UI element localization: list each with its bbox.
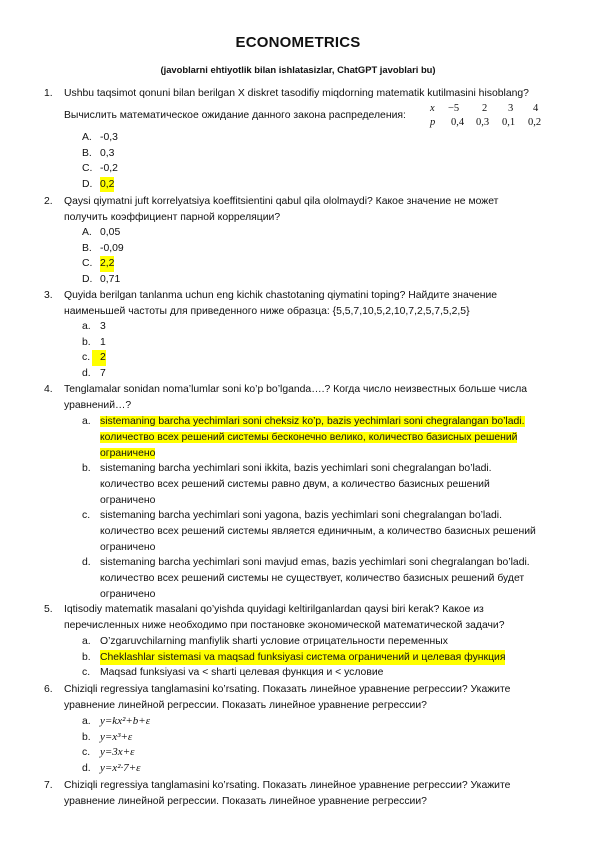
- question-number: 1.: [44, 88, 53, 99]
- highlighted-answer: 2: [92, 350, 106, 366]
- highlighted-answer: 2,2: [100, 256, 114, 272]
- question-number: 2.: [44, 196, 53, 207]
- question-text-uz: Iqtisodiy matematik masalani qo’yishda quyidagi keltirilganlardan qaysi biri kerak? Какое из: [64, 604, 484, 615]
- answer-option[interactable]: a. O’zgaruvchilarning manfiylik sharti условие отрицательности переменных: [82, 636, 448, 647]
- formula: y=x²·7+ε: [100, 761, 141, 774]
- answer-options: [82, 634, 562, 681]
- answer-option[interactable]: d. y=x²·7+ε: [82, 761, 562, 777]
- question-text-ru: наименьшей частоты для приведенного ниже образца: {5,5,7,10,5,2,10,7,2,5,7,5,2,5}: [64, 305, 470, 317]
- answer-option[interactable]: C. -0,2: [82, 163, 118, 175]
- answer-option[interactable]: a. y=kx²+b+ε: [82, 714, 562, 730]
- question-text-ru: уравнение линейной регрессии. Показать линейное уравнение регрессии?: [64, 699, 427, 711]
- question-text-ru: Вычислить математическое ожидание данного закона распределения:: [64, 109, 406, 121]
- answer-option-correct[interactable]: D. 0,2: [82, 177, 562, 193]
- answer-options: [82, 714, 562, 776]
- page-title: ECONOMETRICS: [235, 34, 361, 51]
- dist-p-value: 0,1: [502, 117, 516, 128]
- highlighted-answer: 0,2: [100, 177, 114, 193]
- question-text-uz: Ushbu taqsimot qonuni bilan berilgan X diskret tasodifiy miqdorning matematik kutilmasini hisoblang?: [64, 88, 529, 99]
- question-text-uz: Tenglamalar sonidan noma’lumlar soni ko’p bo’lganda….? Когда число неизвестных больше числа: [64, 384, 528, 395]
- question-text-uz: Qaysi qiymatni juft korrelyatsiya koeffitsientini qabul qila ololmaydi? Какое значение не может: [64, 196, 499, 207]
- dist-x-value: 3: [508, 103, 514, 114]
- question-text-ru: уравнений…?: [64, 399, 132, 411]
- question-text-ru: получить коэффициент парной корреляции?: [64, 211, 281, 223]
- answer-option[interactable]: c. sistemaning barcha yechimlari soni yagona, bazis yechimlari soni chegralangan bo’ladi. количество всех решений системы является единичным, а количество базисных решений ограничено: [82, 510, 536, 553]
- dist-p-value: 0,4: [451, 117, 465, 128]
- answer-option[interactable]: b. y=x³+ε: [82, 730, 562, 746]
- question-text-ru: перечисленных ниже необходимо при постановке экономической математической задачи?: [64, 619, 505, 631]
- question-7: [44, 778, 574, 809]
- question-number: 7.: [44, 780, 53, 791]
- answer-options: [82, 414, 562, 602]
- dist-p-label: p: [430, 117, 436, 128]
- question-number: 4.: [44, 384, 53, 395]
- answer-option[interactable]: d. 7: [82, 367, 106, 379]
- dist-x-value: −5: [448, 103, 460, 114]
- answer-option-correct[interactable]: a. sistemaning barcha yechimlari soni cheksiz ko’p, bazis yechimlari soni chegralangan bo’ladi. количество всех решений системы бесконечно велико, количество базисных решений ограничено: [82, 414, 562, 461]
- answer-option-correct[interactable]: C. 2,2: [82, 256, 562, 272]
- answer-option[interactable]: c. y=3x+ε: [82, 745, 562, 761]
- highlighted-answer: sistemaning barcha yechimlari soni cheksiz ko’p, bazis yechimlari soni chegralangan bo’ladi. количество всех решений системы бесконечно велико, количество базисных решений ограничено: [100, 416, 525, 459]
- question-6: [44, 682, 574, 713]
- answer-option[interactable]: b. sistemaning barcha yechimlari soni ikkita, bazis yechimlari soni chegralangan bo’ladi. количество всех решений системы равно двум, а количество базисных решений ограничено: [82, 463, 492, 506]
- question-4: [44, 382, 574, 413]
- answer-option[interactable]: c. Maqsad funksiyasi va < sharti целевая функция и < условие: [82, 667, 384, 679]
- dist-x-label: x: [430, 103, 435, 114]
- question-5: [44, 602, 574, 633]
- formula: y=x³+ε: [100, 730, 133, 743]
- answer-option[interactable]: A. -0,3: [82, 132, 118, 143]
- question-text-ru: уравнение линейной регрессии. Показать линейное уравнение регрессии?: [64, 795, 427, 807]
- question-number: 5.: [44, 604, 53, 615]
- answer-option[interactable]: b. 1: [82, 336, 106, 348]
- answer-option[interactable]: D. 0,71: [82, 273, 121, 285]
- distribution-table: [430, 103, 580, 131]
- question-number: 6.: [44, 684, 53, 695]
- answer-options: [82, 225, 562, 287]
- question-3: [44, 288, 574, 319]
- highlighted-answer: Cheklashlar sistemasi va maqsad funksiyasi система ограничений и целевая функция: [100, 650, 505, 666]
- answer-option[interactable]: a. 3: [82, 321, 106, 332]
- answer-option-correct[interactable]: b. Cheklashlar sistemasi va maqsad funksiyasi система ограничений и целевая функция: [82, 650, 562, 666]
- answer-option[interactable]: B. 0,3: [82, 147, 115, 159]
- answer-option[interactable]: d. sistemaning barcha yechimlari soni mavjud emas, bazis yechimlari soni chegralangan bo’ladi. количество всех решений системы не существует, количество базисных решений будет ограничено: [82, 557, 530, 600]
- page-subtitle: (javoblarni ehtiyotlik bilan ishlatasizlar, ChatGPT javoblari bu): [160, 64, 436, 75]
- dist-x-value: 4: [533, 103, 539, 114]
- answer-option[interactable]: A. 0,05: [82, 227, 121, 238]
- dist-p-value: 0,2: [528, 117, 542, 128]
- question-2: [44, 194, 574, 225]
- dist-p-value: 0,3: [476, 117, 490, 128]
- question-text-uz: Quyida berilgan tanlanma uchun eng kichik chastotaning qiymatini toping? Найдите значение: [64, 290, 498, 301]
- answer-option-correct[interactable]: c. 2: [82, 350, 562, 366]
- question-text-uz: Chiziqli regressiya tanglamasini ko’rsating. Показать линейное уравнение регрессии? Укажите: [64, 684, 511, 695]
- answer-options: [82, 319, 562, 381]
- dist-x-value: 2: [482, 103, 488, 114]
- answer-option[interactable]: B. -0,09: [82, 242, 124, 254]
- question-text-uz: Chiziqli regressiya tanglamasini ko’rsating. Показать линейное уравнение регрессии? Укажите: [64, 780, 511, 791]
- answer-options: [82, 130, 562, 192]
- question-number: 3.: [44, 290, 53, 301]
- formula: y=kx²+b+ε: [100, 715, 151, 727]
- formula: y=3x+ε: [100, 746, 135, 759]
